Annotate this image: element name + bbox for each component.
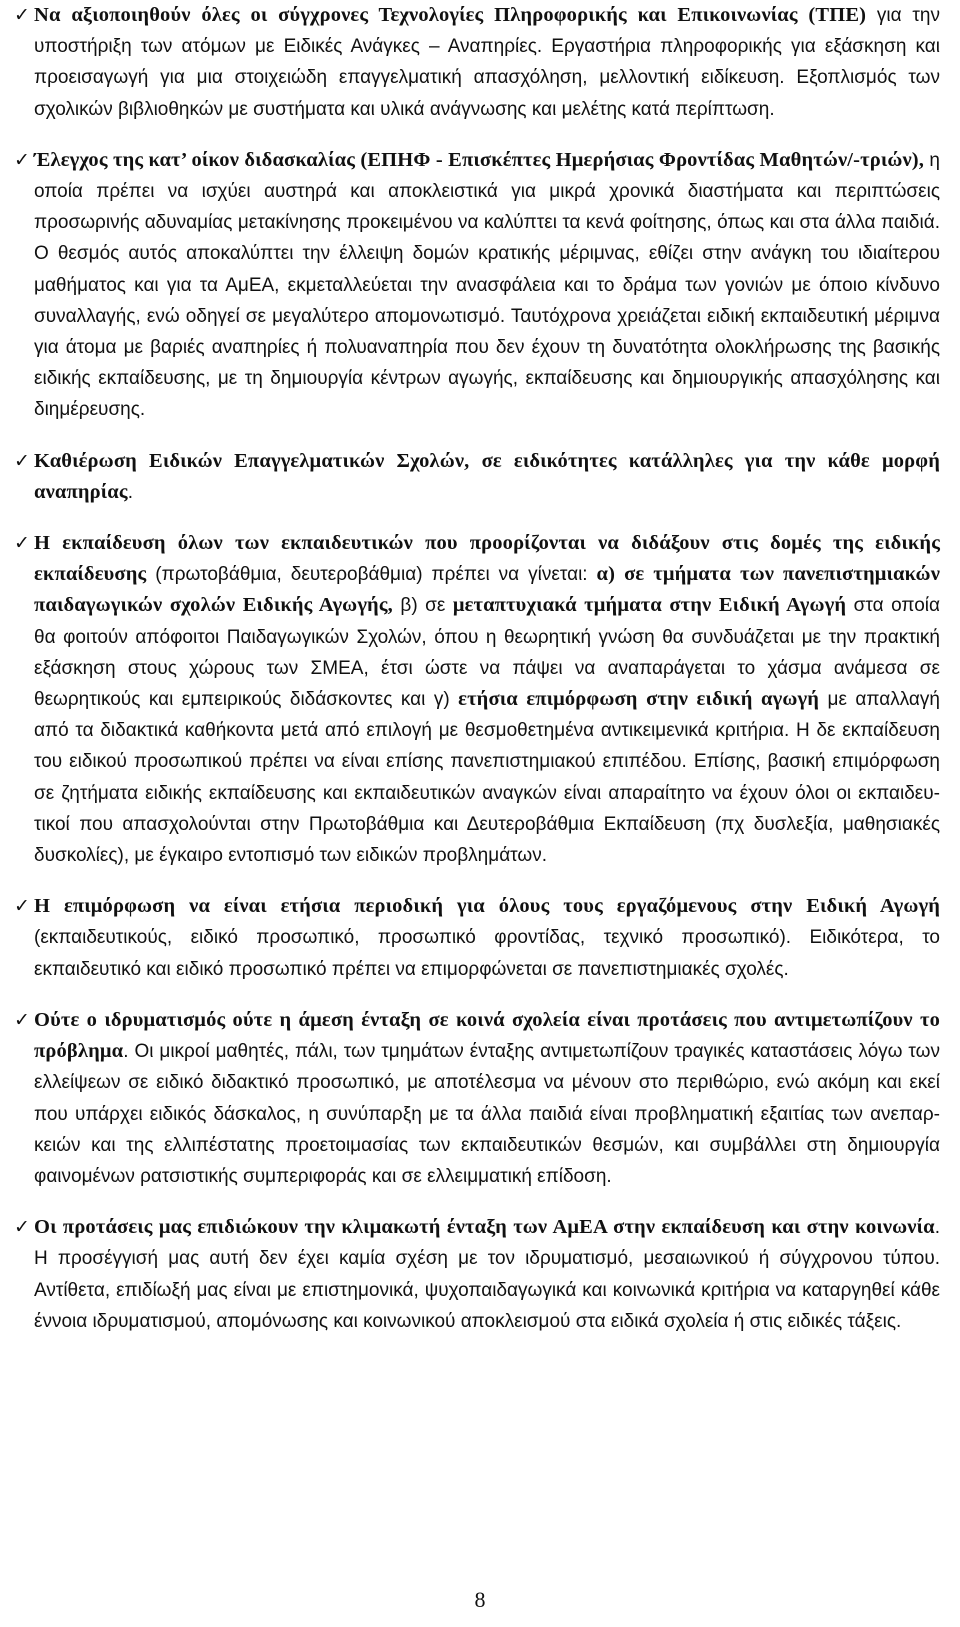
body-text: . Οι μικροί μαθητές, πάλι, των τμημάτων ένταξης αντιμετωπίζουν τραγικές καταστάσεις λόγω των ελλείψεων σε ειδικό διδακτικό προσωπικό, με αποτέλεσμα να μένουν στο περιθώριο, ενώ ακόμη και εκεί που υπάρχει ειδικός δάσκαλος, η συνύπαρξη με τα άλλα παιδιά είναι προβληματική εξαιτίας των ανεπαρκειών και της ελλιπέστατης προετοιμασίας των εκπαιδευτικών θεσμών, και συμβάλλει στη δημιουργία φαινομένων ρατσιστικής συμπεριφοράς και σε ελλειμματική επίδοση. (34, 1041, 940, 1187)
checkmark-icon: ✓ (14, 148, 30, 171)
list-item (14, 891, 940, 985)
bold-text: Η επιμόρφωση να είναι ετήσια περιοδική για όλους τους εργαζόμενους στην Ειδική Αγωγή (34, 895, 940, 918)
body-text: με απαλλαγή από τα διδακτικά καθήκοντα μετά από επιλογή με θεσμοθετημένα αντικειμενικά κριτήρια. Η δε εκπαίδευση του ειδικού προσωπικού πρέπει να είναι επίσης πανεπιστημιακού επιπέδου. Επίσης, βασική επιμόρφωση σε ζητήματα ειδικής εκπαίδευσης και εκπαιδευτικών αναγκών είναι απαραίτητο να έχουν όλοι οι εκπαιδευτικοί που απασχολούνται στην Πρωτοβάθμια και Δευτεροβάθμια Εκπαίδευση (πχ δυσλεξία, μαθησιακές δυσκολίες), με έγκαιρο εντοπισμό των ειδικών προβλημάτων. (34, 689, 940, 867)
body-text: για την υποστήριξη των ατόμων με Ειδικές Ανάγκες – Αναπηρίες. Εργαστήρια πληροφορικής για εξάσκηση και προεισαγωγή για μια στοιχειώδη επαγγελματική απασχόληση, μελλοντική ειδίκευση. Εξοπλισμός των σχολικών βιβλιοθηκών με συστήματα και υλικά ανάγνωσης και μελέτης κατά περίπτωση. (34, 5, 941, 120)
checkmark-icon: ✓ (14, 449, 30, 472)
page-number: 8 (474, 1587, 486, 1612)
list-item (14, 0, 940, 125)
body-text: στα οποία θα φοιτούν απόφοιτοι Παιδαγωγικών Σχολών, όπου η θεωρητική γνώση θα συνδυάζεται με την πρακτική εξάσκηση στους χώρους των ΣΜΕΑ, έτσι ώστε να πάψει να αναπαράγεται το χάσμα ανάμεσα σε θεωρητικούς και εμπειρικούς διδάσκοντες και γ) (34, 595, 940, 711)
checkmark-icon: ✓ (14, 532, 30, 555)
list-item (14, 446, 940, 508)
body-text: β) σε (392, 595, 453, 617)
body-text: η οποία πρέπει να ισχύει αυστηρά και αποκλειστικά για μικρά χρονικά διαστήματα και περιπτώσεις προσωρινής αδυναμίας μετακίνησης προκειμένου να καλύπτει τα κενά φοίτησης, όπως και στα άλλα παιδιά. Ο θεσμός αυτός αποκαλύπτει την έλλειψη δομών κρατικής μέριμνας, εθίζει στην ανάγκη του ιδιαίτερου μαθήματος και για τα ΑμΕΑ, εκμεταλλεύεται την ανασφάλεια και το δράμα των γονιών με όποιο κίνδυνο συναλλαγής, ενώ οδηγεί σε μεγαλύτερο απομονωτισμό. Ταυτόχρονα χρειάζεται ειδική εκπαιδευτική μέριμνα για άτομα με βαριές αναπηρίες ή πολυαναπηρία που δεν έχουν τη δυνατότητα ολοκλήρωσης της βασικής ειδικής εκπαίδευσης, με τη δημιουργία κέντρων αγωγής, εκπαίδευσης και δημιουργικής απασχόλησης και διημέρευσης. (34, 149, 940, 421)
body-text: . Η προσέγγισή μας αυτή δεν έχει καμία σχέση με τον ιδρυματισμό, μεσαιωνικού ή σύγχρονου τύπου. Αντίθετα, επιδίωξή μας είναι με επιστημονικά, ψυχοπαιδαγωγικά και κοινωνικά κριτήρια να καταργηθεί κάθε έννοια ιδρυματισμού, απομόνωσης και κοινωνικού αποκλεισμού στα ειδικά σχολεία ή στις ειδικές τάξεις. (34, 1217, 940, 1332)
bold-text: Καθιέρωση Ειδικών Επαγγελματικών Σχολών, σε ειδικότητες κατάλληλες για την κάθε μορφή αναπηρίας (34, 449, 940, 503)
list-item (14, 1212, 940, 1337)
bold-text: Να αξιοποιηθούν όλες οι σύγχρονες Τεχνολογίες Πληροφορικής και Επικοινωνίας (ΤΠΕ) (34, 4, 867, 26)
checkmark-icon: ✓ (14, 1216, 30, 1239)
bold-text: Οι προτάσεις μας επιδιώκουν την κλιμακωτή ένταξη των ΑμΕΑ στην εκπαίδευση και στην κοινωνία (34, 1216, 935, 1239)
list-item (14, 145, 940, 426)
checkmark-icon: ✓ (14, 4, 30, 26)
body-text: (εκπαιδευτικούς, ειδικό προσωπικό, προσωπικό φροντίδας, τεχνικό προσωπικό). Ειδικότερα, το εκπαιδευτικό και ειδικό προσωπικό πρέπει να επιμορφώνεται σε πανεπιστημιακές σχολές. (34, 927, 940, 980)
list-item (14, 528, 940, 871)
bold-text: α) σε τμήματα των πανεπιστημιακών παιδαγωγικών σχολών Ειδικής Αγωγής, (34, 563, 941, 617)
list-item (14, 1005, 940, 1192)
checkmark-icon: ✓ (14, 895, 30, 918)
bold-text: ετήσια επιμόρφωση στην ειδική αγωγή (458, 688, 820, 711)
body-text: . (127, 481, 133, 503)
bold-text: Έλεγχος της κατ’ οίκον διδασκαλίας (ΕΠΗΦ - Επισκέπτες Ημερήσιας Φροντίδας Μαθητών/-τριών), (34, 148, 925, 171)
bold-text: Η εκπαίδευση όλων των εκπαιδευτικών που προορίζονται να διδάξουν στις δομές της ειδικής εκπαίδευσης (34, 532, 940, 586)
checkmark-icon: ✓ (14, 1008, 30, 1031)
bold-text: μεταπτυχιακά τμήματα στην Ειδική Αγωγή (452, 594, 847, 617)
bullet-list (14, 0, 940, 1337)
bold-text: Ούτε ο ιδρυματισμός ούτε η άμεση ένταξη σε κοινά σχολεία είναι προτάσεις που αντιμετωπίζουν το πρόβλημα (34, 1008, 940, 1063)
body-text: (πρωτοβάθμια, δευτεροβάθμια) πρέπει να γίνεται: (146, 564, 597, 586)
